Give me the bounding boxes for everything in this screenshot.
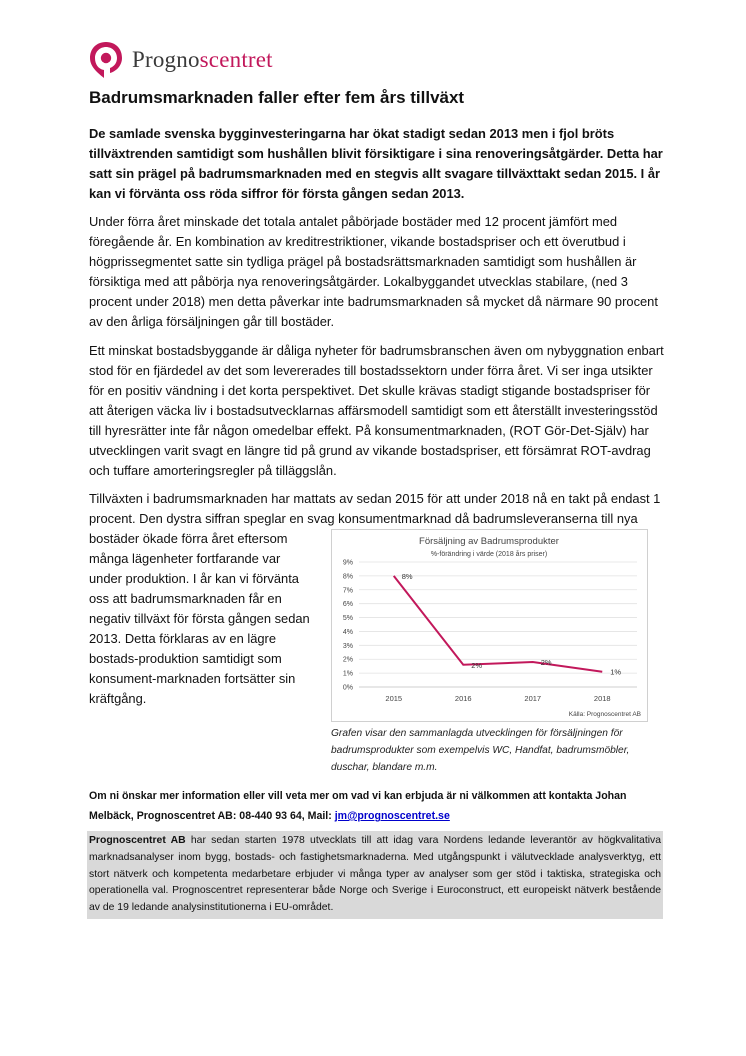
- chart-y-tick-label: 2%: [342, 656, 353, 664]
- chart-y-tick-label: 0%: [342, 684, 353, 692]
- article-paragraph-3: Tillväxten i badrumsmarknaden har mattats av sedan 2015 för att under 2018 nå en takt på endast 1 procent. Den dystra siffran speglar en svag konsumentmarknad då badrumsleveranserna till nya: [89, 491, 661, 526]
- chart-subtitle: %-förändring i värde (2018 års priser): [430, 551, 548, 558]
- chart-y-tick-label: 9%: [342, 559, 353, 567]
- chart-x-tick-label: 2015: [385, 694, 403, 703]
- chart-y-tick-label: 5%: [342, 615, 353, 623]
- article-paragraph-2: Ett minskat bostadsbyggande är dåliga nyheter för badrumsbranschen även om nybyggnation enbart stod för en fjärdedel av det som levererades till bostadssektorn under förra året. Vi ser inga utsikter för en positiv vändning i det korta perspektivet. Det skulle krävas stadigt stigande bostadspriser för att återigen väcka liv i bostadsutvecklarnas affärsmodell samtidigt som ett återställt investeringsstöd till hyresrätter inte får någon omedelbar effekt. På konsumentmarknaden, (ROT Gör-Det-Själv) har utvecklingen varit svagt en längre tid på grund av vikande bostadspriser, ett försämrat ROT-avdrag och tuffare amorteringsregler på tilläggslån.: [89, 343, 664, 478]
- chart-x-tick-label: 2016: [454, 694, 472, 703]
- chart-data-label: 2%: [471, 660, 483, 670]
- company-logo: [88, 40, 273, 80]
- article-title: Badrumsmarknaden faller efter fem års tillväxt: [89, 88, 465, 107]
- company-about-box: [87, 831, 663, 919]
- sales-line-chart: [332, 530, 647, 721]
- article-lead: De samlade svenska bygginvesteringarna har ökat stadigt sedan 2013 men i fjol bröts tillväxtrenden samtidigt som hushållen blivit försiktigare i sina renoveringsåtgärder. Detta har satt sin prägel på badrumsmarknaden med en stegvis allt svagare tillväxttakt sedan 2015. I år kan vi förvänta oss röda siffror för första gången sedan 2013.: [89, 126, 663, 201]
- contact-info: Om ni önskar mer information eller vill veta mer om vad vi kan erbjuda är ni välkommen att kontakta Johan Melbäck, Prognoscentret AB: 08-440 93 64, Mail: jm@prognoscentret.se: [89, 790, 627, 822]
- chart-x-tick-label: 2018: [593, 694, 611, 703]
- chart-y-tick-label: 7%: [342, 587, 353, 595]
- chart-series-line: [394, 576, 603, 672]
- chart-y-tick-label: 8%: [342, 573, 353, 581]
- chart-data-label: 1%: [610, 667, 622, 677]
- sales-chart: [331, 529, 648, 722]
- chart-y-tick-label: 4%: [342, 628, 353, 636]
- chart-source: Källa: Prognoscentret AB: [568, 711, 641, 718]
- chart-y-tick-label: 3%: [342, 642, 353, 650]
- chart-data-label: 8%: [401, 571, 413, 581]
- article-paragraph-4: bostäder ökade förra året eftersom många lägenheter fortfarande var under produktion. I år kan vi förvänta oss att badrumsmarknaden får en negativ tillväxt för första gången sedan 2013. Detta förklaras av en lägre bostads-produktion samtidigt som konsument-marknaden fortsätter sin kräftgång.: [89, 531, 310, 706]
- chart-data-label: 2%: [540, 658, 552, 667]
- chart-caption: Grafen visar den sammanlagda utvecklingen för försäljningen för badrumsprodukter som exempelvis WC, Handfat, badrumsmöbler, duschar, blandare m.m.: [331, 728, 630, 773]
- article-paragraph-1: Under förra året minskade det totala antalet påbörjade bostäder med 12 procent jämfört med föregående år. En kombination av kreditrestriktioner, vikande bostadspriser och ett överutbud i högprissegmentet satte sin tydliga prägel på bostadsrättsmarknaden samtidigt som hushållen är försiktiga med att påbörja nya renoveringsåtgärder. Lokalbyggandet utvecklas stabilare, (ned 3 procent under 2018) men detta påverkar inte badrumsmarknaden så mycket då närmare 90 procent av den årliga försäljningen går till bostäder.: [89, 214, 658, 329]
- about-company-name: Prognoscentret AB: [89, 835, 186, 846]
- chart-x-tick-label: 2017: [524, 694, 542, 703]
- location-pin-logo-icon: [88, 40, 124, 80]
- brand-name: Prognoscentret: [132, 47, 273, 72]
- chart-title: Försäljning av Badrumsprodukter: [419, 536, 559, 547]
- chart-y-tick-label: 6%: [342, 601, 353, 609]
- chart-y-tick-label: 1%: [342, 670, 353, 678]
- about-text: har sedan starten 1978 utvecklats till att idag vara Nordens ledande leverantör av högkvalitativa marknadsanalyser inom bygg, bostads- och fastighetsmarknaderna. Med utgångspunkt i välutvecklade analysverktyg, ett stort nätverk och kompetenta medarbetare erbjuder vi många typer av analyser som ger stöd i taktiska, strategiska och operationella val. Prognoscentret representerar både Norge och Sverige i Euroconstruct, ett europeiskt nätverk bestående av de 19 ledande analysinstitutionerna i EU-området.: [89, 835, 661, 914]
- contact-email-link[interactable]: jm@prognoscentret.se: [334, 810, 450, 822]
